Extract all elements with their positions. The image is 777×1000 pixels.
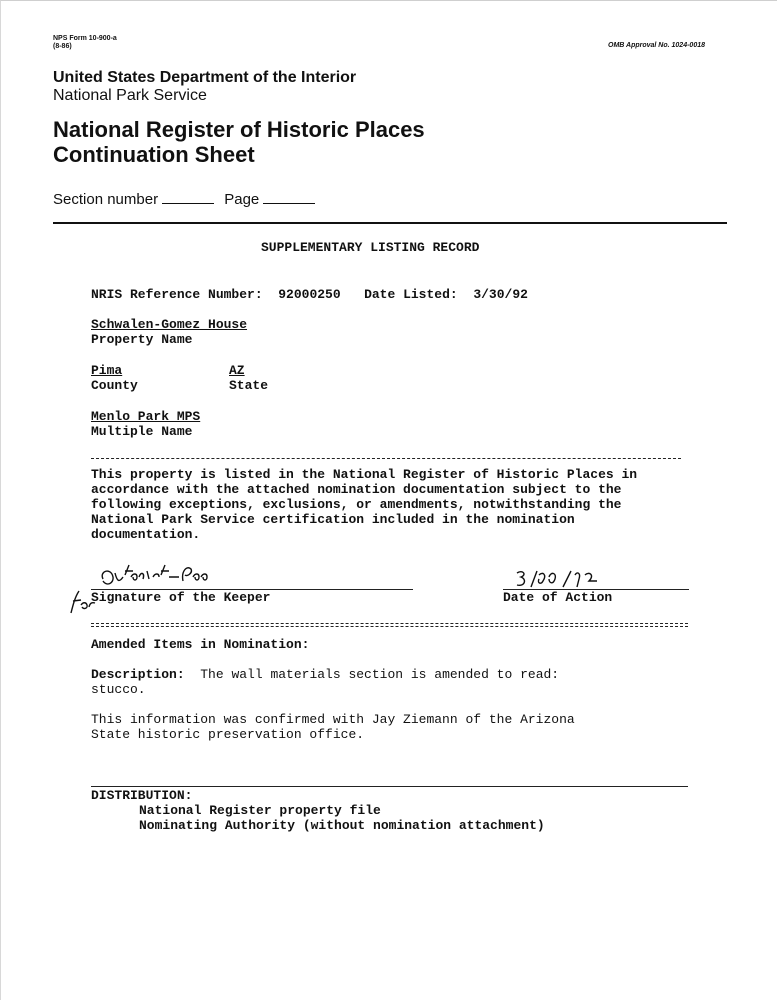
double-dashed-divider [91,623,688,627]
listing-statement: This property is listed in the National Register of Historic Places in accordance with the attached nomination documentation subject to the following exceptions, exclusions, or amendments, notwithstanding the National Park Service certification included in the nomination documentation. [91,467,638,542]
page-number-blank [263,191,315,204]
header-rule [53,222,727,224]
description-text-continued: stucco. [91,682,146,697]
confirmation-line-1: This information was confirmed with Jay Ziemann of the Arizona [91,712,575,727]
description-label: Description: [91,667,185,682]
date-of-action-label: Date of Action [503,590,613,605]
distribution-item: Nominating Authority (without nomination attachment) [139,818,545,833]
state-label: State [229,378,269,393]
property-name-label: Property Name [91,332,193,347]
multiple-name-value: Menlo Park MPS [91,409,201,424]
section-number-label: Section number [53,191,159,208]
record-heading: SUPPLEMENTARY LISTING RECORD [261,240,480,255]
section-page-row [53,191,321,208]
date-listed-label: Date Listed: [364,287,458,302]
property-name-value: Schwalen-Gomez House [91,317,248,332]
distribution-item: National Register property file [139,803,381,818]
omb-approval: OMB Approval No. 1024-0018 [608,42,705,49]
description-row [91,667,559,682]
form-title: National Register of Historic Places [53,117,425,142]
date-of-action-handwritten [513,567,603,591]
dashed-divider [91,458,681,459]
form-number [53,35,117,51]
form-date-text: (8-86) [53,43,72,50]
amended-items-heading: Amended Items in Nomination: [91,637,310,652]
nris-row [91,287,528,302]
page-label: Page [224,191,260,208]
nris-label: NRIS Reference Number: [91,287,263,302]
form-number-text: NPS Form 10-900-a [53,35,117,42]
department-name: United States Department of the Interior [53,69,357,86]
nris-value: 92000250 [278,287,341,302]
service-name: National Park Service [53,87,207,104]
description-text: The wall materials section is amended to read: [200,667,560,682]
county-value: Pima [91,363,123,378]
distribution-heading: DISTRIBUTION: [91,788,193,803]
multiple-name-label: Multiple Name [91,424,193,439]
signature-label: Signature of the Keeper [91,590,271,605]
state-value: AZ [229,363,245,378]
county-label: County [91,378,138,393]
distribution-rule [91,786,688,787]
confirmation-line-2: State historic preservation office. [91,727,365,742]
date-listed-value: 3/30/92 [473,287,528,302]
form-subtitle: Continuation Sheet [53,142,255,167]
section-number-blank [162,191,214,204]
